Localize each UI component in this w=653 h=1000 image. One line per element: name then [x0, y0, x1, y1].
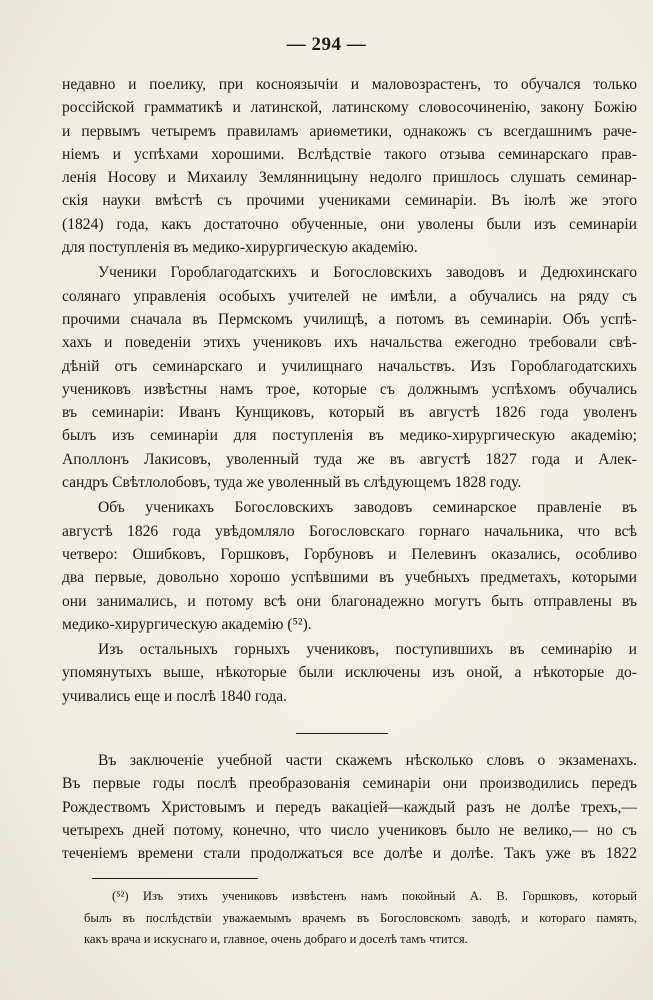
section-divider	[296, 733, 388, 734]
text-line: сандръ Свѣтлолобовъ, туда же уволенный въ слѣдующемъ 1828 году.	[62, 474, 522, 492]
text-line: дѣній отъ семинарскаго и училищнаго начальствъ. Изъ Гороблагодатскихъ	[62, 357, 637, 375]
text-line: медико-хирургическую академію (⁵²).	[62, 615, 312, 633]
text-line: и первымъ четыремъ правиламъ ариѳметики, однакожъ съ всегдашнимъ раче-	[62, 122, 637, 140]
text-line: учениковъ извѣстны намъ трое, которые съ должнымъ успѣхомъ обучались	[62, 380, 637, 398]
page-number: — 294 —	[286, 34, 367, 55]
text-line: четырехъ дней потому, конечно, что число учениковъ было не велико,— но съ	[62, 821, 637, 839]
paragraph-5	[62, 749, 637, 865]
main-text	[62, 73, 637, 708]
text-line: ленія Носову и Михаилу Землянницыну недолго пришлось слушать семинар-	[62, 169, 637, 187]
paragraph-3	[62, 496, 637, 636]
text-line: хахъ и поведеніи этихъ учениковъ ихъ начальства ежегодно требовали свѣ-	[62, 334, 637, 352]
paragraph-4	[62, 638, 637, 708]
text-line: они занимались, и потому всѣ они благонадежно могутъ быть отправлены въ	[62, 592, 637, 610]
text-line: Рождествомъ Христовымъ и передъ вакаціей—каждый разъ не долѣе трехъ,—	[62, 798, 637, 816]
footnote-line: былъ въ послѣдствіи уважаемымъ врачемъ въ Богословскомъ заводѣ, и котораго память,	[84, 910, 637, 925]
text-line: четверо: Ошибковъ, Горшковъ, Горбуновъ и Пелевинъ оказались, особливо	[62, 545, 637, 563]
paragraph-2	[62, 261, 637, 494]
text-line: для поступленія въ медико-хирургическую академію.	[62, 239, 418, 257]
text-line: Ученики Гороблагодатскихъ и Богословскихъ заводовъ и Дедюхинскаго	[98, 264, 637, 282]
text-line: упомянутыхъ выше, нѣкоторые были исключены изъ оной, а нѣкоторые до-	[62, 664, 637, 682]
text-line: скія науки вмѣстѣ съ прочими учениками семинаріи. Въ іюлѣ же этого	[62, 192, 637, 210]
footnote	[84, 886, 637, 951]
footnote-line: какъ врача и искуснаго и, главное, очень добраго и доселѣ тамъ чтится.	[84, 932, 468, 946]
text-line: Въ первые годы послѣ преобразованія семинаріи они производились передъ	[62, 775, 637, 793]
text-line: въ семинаріи: Иванъ Кунщиковъ, который въ августѣ 1826 года уволенъ	[62, 404, 637, 422]
text-line: прочими сначала въ Пермскомъ училищѣ, а потомъ въ семинаріи. Объ успѣ-	[62, 310, 637, 328]
text-line: былъ изъ семинаріи для поступленія въ медико-хирургическую академію;	[62, 427, 637, 445]
text-line: учивались еще и послѣ 1840 года.	[62, 687, 288, 705]
text-line: Въ заключеніе учебной части скажемъ нѣсколько словъ о экзаменахъ.	[98, 752, 637, 769]
text-line: теченіемъ времени стали продолжаться все долѣе и долѣе. Такъ уже въ 1822	[62, 845, 637, 863]
text-line: Аполлонъ Лакисовъ, уволенный туда же въ августѣ 1827 года и Алек-	[62, 450, 637, 468]
text-line: россійской грамматикѣ и латинской, латинскому словосочиненію, закону Божію	[62, 99, 637, 117]
text-line: недавно и поелику, при косноязычіи и маловозрастенъ, то обучался только	[62, 76, 637, 93]
footnote-divider	[92, 878, 258, 879]
text-line: два первые, довольно хорошо успѣвшими въ учебныхъ предметахъ, которыми	[62, 569, 637, 587]
text-line: (1824) года, какъ достаточно обученные, они уволены были изъ семинаріи	[62, 215, 637, 233]
text-line: солянаго управленія особыхъ учителей не имѣли, а обучались на ряду съ	[62, 287, 637, 305]
text-line: августѣ 1826 года увѣдомляло Богословскаго горнаго начальника, что всѣ	[62, 522, 637, 540]
footnote-line: (⁵²) Изъ этихъ учениковъ извѣстенъ намъ покойный А. В. Горшковъ, который	[112, 889, 637, 903]
text-line: Изъ остальныхъ горныхъ учениковъ, поступившихъ въ семинарію и	[98, 641, 637, 659]
text-line: Объ ученикахъ Богословскихъ заводовъ семинарское правленіе въ	[98, 499, 637, 517]
paragraph-1	[62, 73, 637, 259]
text-line: ніемъ и успѣхами хорошими. Вслѣдствіе такого отзыва семинарскаго прав-	[62, 145, 637, 163]
